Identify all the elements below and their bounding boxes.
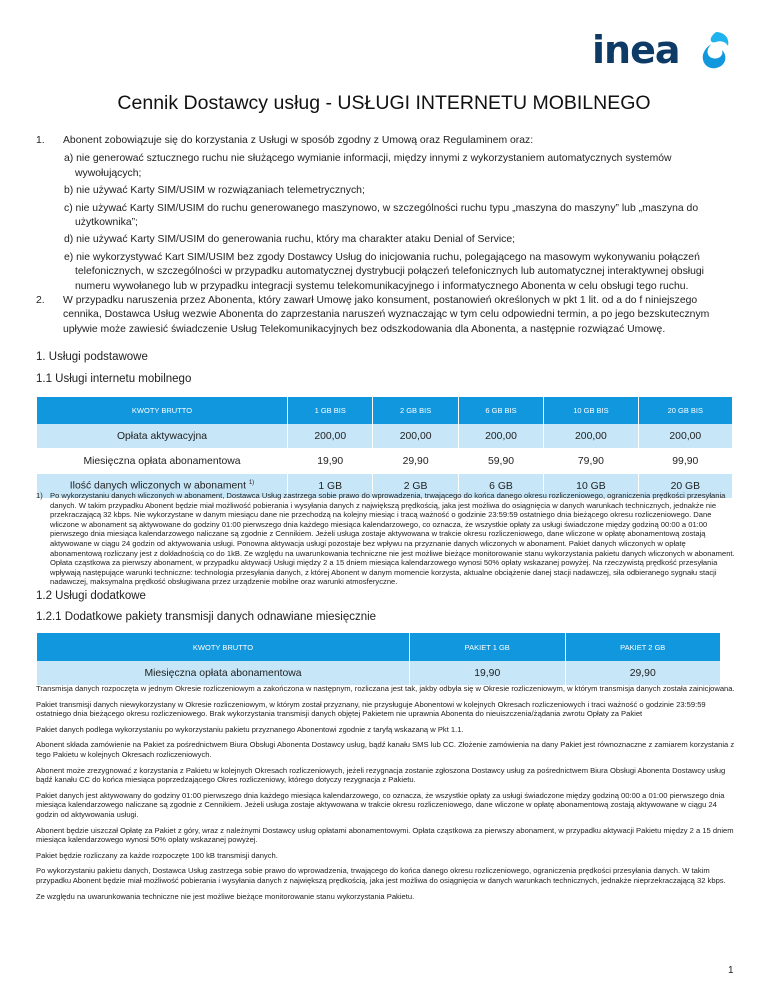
table-cell: 200,00 bbox=[288, 424, 373, 449]
table-cell: 200,00 bbox=[639, 424, 733, 449]
item-text: W przypadku naruszenia przez Abonenta, który zawarł Umowę jako konsument, postanowień określonych w pkt 1 lit. od a do f niniejszego cennika, Dostawca Usług wezwie Abonenta do zaprzestania naruszeń wyznaczając w tym celu odpowiedni termin, a po jego bezskutecznym upływie może zawiesić świadczenie Usług Telekomunikacyjnych bez odszkodowania dla Abonenta, a następnie rozwiązać Umowę. bbox=[63, 295, 710, 335]
row-label-text: Ilość danych wliczonych w abonament bbox=[69, 480, 246, 492]
table-header-cell: 20 GB BIS bbox=[639, 397, 733, 424]
page-title: Cennik Dostawcy usług - USŁUGI INTERNETU MOBILNEGO bbox=[117, 92, 651, 114]
table-cell: 2 GB bbox=[373, 474, 458, 499]
section-heading-1-1: 1.1 Usługi internetu mobilnego bbox=[36, 373, 192, 385]
table-cell: 79,90 bbox=[544, 449, 638, 474]
row-label: Miesięczna opłata abonamentowa bbox=[37, 449, 288, 474]
table-header-row bbox=[37, 397, 733, 424]
sub-item-c: c) nie używać Karty SIM/USIM do ruchu generowanego maszynowo, w szczególności ruchu typu „maszyna do maszyny” lub „maszyna do użytkownika”; bbox=[64, 202, 699, 229]
logo-swirl-icon bbox=[694, 30, 734, 74]
table-cell: 200,00 bbox=[373, 424, 458, 449]
footnote-ref: 1) bbox=[248, 480, 255, 487]
intro-item-1 bbox=[36, 134, 734, 148]
table-cell: 19,90 bbox=[288, 449, 373, 474]
table-cell: 6 GB bbox=[459, 474, 544, 499]
note-paragraph: Abonent będzie uiszczał Opłatę za Pakiet z góry, wraz z należnymi Dostawcy usług opłatami abonamentowymi. Opłata cząstkowa za pierwszy abonament, w przypadku aktywacji Pakietu między 2 a 15 dniem miesiąca kalendarzowego wynosi 50% opłaty wskazanej powyżej. bbox=[36, 825, 734, 845]
page-number: 1 bbox=[728, 965, 734, 976]
note-paragraph: Pakiet transmisji danych niewykorzystany w Okresie rozliczeniowym, w którym został przyznany, nie przysługuje Abonentowi w kolejnych Okresach rozliczeniowych i traci ważność o godzinie 23:59:59 ostatniego dnia bieżącego okresu rozliczeniowego. Brak wykorzystania transmisji danych objętej Pakietem nie uprawnia Abonenta do nieuiszczenia/żądania zwrotu Opłaty za Pakiet bbox=[36, 699, 706, 719]
table-row bbox=[37, 661, 721, 685]
table-cell: 29,90 bbox=[566, 661, 722, 685]
note-paragraph: Transmisja danych rozpoczęta w jednym Okresie rozliczeniowym a zakończona w następnym, rozliczana jest tak, jakby odbyła się w Okresie rozliczeniowym, w którym transmisja danych została zainicjowana. bbox=[36, 684, 735, 693]
price-table-internet bbox=[37, 397, 733, 499]
intro-item-2 bbox=[36, 294, 734, 337]
table-header-cell: PAKIET 2 GB bbox=[566, 633, 722, 661]
sub-item-d: d) nie używać Karty SIM/USIM do generowania ruchu, który ma charakter ataku Denial of Service; bbox=[64, 234, 516, 246]
package-notes bbox=[36, 684, 736, 907]
footnote-text: Po wykorzystaniu danych wliczonych w abonament, Dostawca Usług zastrzega sobie prawo do wprowadzenia, trwającego do końca danego okresu rozliczeniowego, ograniczenia prędkości przesyłania danych. W takim przypadku Abonent będzie miał możliwość pobierania i wysyłania danych z największą prędkością, jaka jest możliwa do osiągnięcia w danych warunkach technicznych, jednakże nie przekraczającą 32 kbps. Nie wykorzystane w danym miesiącu dane nie przechodzą na kolejny miesiąc i tracą ważność o godzinie 23:59:59 ostatniego dnia bieżącego okresu rozliczeniowego. Dane wliczone w abonament są aktywowane do godziny 01:00 pierwszego dnia każdego miesiąca kalendarzowego, co oznacza, że wszystkie opłaty za usługi świadczone między godziną 00:00 a 01:00 pierwszego dnia miesiąca kalendarzowego naliczane są zgodnie z Cennikiem. Jeżeli usługa zostaje aktywowana w trakcie okresu rozliczeniowego, dane wliczone w opłatę abonamentową zostają aktywowane w ciągu 24 godzin od aktywowania usługi. Ponowna aktywacja usługi pozostaje bez wpływu na przyznanie danych wliczonych w abonament. Pakiet danych wliczonych w opłatę abonamentową rozliczany jest z dokładnością co do 1kB. Ze względu na uwarunkowania techniczne nie jest możliwe bieżące monitorowanie stanu wykorzystania pakietu danych wliczonych w abonament. Opłata cząstkowa za pierwszy abonament, w przypadku aktywacji Usługi między 2 a 15 dniem miesiąca kalendarzowego wynosi 50% opłaty wskazanej powyżej. Na rzeczywistą prędkość przesyłania wpływają następujące warunki techniczne: technologia przesyłania danych, z której Abonent w danym momencie korzysta, aktualne obciążenie danej stacji nadawczej, siła odbieranego sygnału stacji nadawczej, maksymalna prędkość obsługiwana przez urządzenie mobilne oraz warunki atmosferyczne. bbox=[50, 491, 735, 587]
table-cell: 29,90 bbox=[373, 449, 458, 474]
note-paragraph: Pakiet danych jest aktywowany do godziny 01:00 pierwszego dnia każdego miesiąca kalendarzowego, co oznacza, że wszystkie opłaty za usługi świadczone między godziną 00:00 a 01:00 pierwszego dnia miesiąca kalendarzowego naliczane są zgodnie z Cennikiem. Jeżeli usługa zostaje aktywowana w trakcie okresu rozliczeniowego, dane wliczone w opłatę abonamentową zostają aktywowane w ciągu 24 godzin od aktywowania usługi. bbox=[36, 790, 725, 819]
table-cell: 59,90 bbox=[459, 449, 544, 474]
intro-list bbox=[36, 134, 734, 337]
item-number: 2. bbox=[36, 295, 45, 307]
table-header-cell: 10 GB BIS bbox=[544, 397, 638, 424]
logo-text: inea bbox=[592, 28, 680, 72]
row-label: Opłata aktywacyjna bbox=[37, 424, 288, 449]
price-table-packages bbox=[37, 633, 721, 685]
table-cell: 19,90 bbox=[410, 661, 566, 685]
footnote-number: 1) bbox=[36, 491, 43, 500]
note-paragraph: Abonent może zrezygnować z korzystania z Pakietu w kolejnych Okresach rozliczeniowych, jeżeli rezygnacja zostanie zgłoszona Dostawcy usług za pośrednictwem Biura Obsługi Abonenta Dostawcy usług bądź kanału CC do końca miesiąca poprzedzającego Okres rozliczeniowy, którego dotyczy rezygnacja z Pakietu. bbox=[36, 765, 726, 785]
table-header-cell: KWOTY BRUTTO bbox=[37, 397, 288, 424]
sub-item-a: a) nie generować sztucznego ruchu nie służącego wymianie informacji, między innymi z wykorzystaniem automatycznych systemów wywołujących; bbox=[64, 153, 672, 179]
row-label: Miesięczna opłata abonamentowa bbox=[37, 661, 410, 685]
note-paragraph: Po wykorzystaniu pakietu danych, Dostawca Usług zastrzega sobie prawo do wprowadzenia, trwającego do końca danego okresu rozliczeniowego, ograniczenia prędkości przesyłania danych. W takim przypadku Abonent będzie miał możliwość pobierania i wysyłania danych z największą prędkością, jaka jest możliwa do osiągnięcia w danych warunkach technicznych, jednakże nieprzekraczającą 32 kbps. bbox=[36, 866, 726, 885]
section-heading-1-2-1: 1.2.1 Dodatkowe pakiety transmisji danych odnawiane miesięcznie bbox=[36, 611, 377, 623]
section-heading-1: 1. Usługi podstawowe bbox=[36, 351, 148, 363]
table-header-cell: PAKIET 1 GB bbox=[410, 633, 566, 661]
table-row bbox=[37, 449, 733, 474]
table-header-cell: 1 GB BIS bbox=[288, 397, 373, 424]
note-paragraph: Ze względu na uwarunkowania techniczne nie jest możliwe bieżące monitorowanie stanu wykorzystania Pakietu. bbox=[36, 891, 415, 901]
table-cell: 99,90 bbox=[639, 449, 733, 474]
sub-item-e: e) nie wykorzystywać Kart SIM/USIM bez zgody Dostawcy Usług do inicjowania ruchu, polegającego na masowym wykonywaniu połączeń telefonicznych, w szczególności w przypadku automatycznej dystrybucji połączeń telefonicznych lub automatycznej interaktywnej obsługi numeru wywołanego lub w przypadku integracji systemu telekomunikacyjnego i informatycznego Abonenta w celu obsługi tego ruchu. bbox=[64, 251, 704, 292]
table-cell: 20 GB bbox=[639, 474, 733, 499]
table-cell: 200,00 bbox=[459, 424, 544, 449]
item-text: Abonent zobowiązuje się do korzystania z Usługi w sposób zgodny z Umową oraz Regulaminem oraz: bbox=[63, 135, 534, 146]
table-header-row bbox=[37, 633, 721, 661]
section-heading-1-2: 1.2 Usługi dodatkowe bbox=[36, 590, 146, 602]
table-header-cell: 6 GB BIS bbox=[459, 397, 544, 424]
table-cell: 1 GB bbox=[288, 474, 373, 499]
item-number: 1. bbox=[36, 135, 45, 146]
intro-sublist bbox=[36, 152, 734, 294]
note-paragraph: Pakiet będzie rozliczany za każde rozpoczęte 100 kB transmisji danych. bbox=[36, 850, 278, 860]
table-header-cell: KWOTY BRUTTO bbox=[37, 633, 410, 661]
inea-logo bbox=[592, 30, 742, 70]
table-cell: 10 GB bbox=[544, 474, 638, 499]
footnote-1 bbox=[36, 491, 736, 587]
table-header-cell: 2 GB BIS bbox=[373, 397, 458, 424]
note-paragraph: Pakiet danych podlega wykorzystaniu po wykorzystaniu pakietu przyznanego Abonentowi zgodnie z taryfą wskazaną w Pkt 1.1. bbox=[36, 724, 464, 734]
note-paragraph: Abonent składa zamówienie na Pakiet za pośrednictwem Biura Obsługi Abonenta Dostawcy usług, bądź kanału SMS lub CC. Złożenie zamówienia na dany Pakiet jest równoznaczne z zamiarem korzystania z tego Pakietu w kolejnych Okresach rozliczeniowych. bbox=[36, 740, 735, 759]
table-row bbox=[37, 424, 733, 449]
sub-item-b: b) nie używać Karty SIM/USIM w rozwiązaniach telemetrycznych; bbox=[64, 185, 365, 197]
table-cell: 200,00 bbox=[544, 424, 638, 449]
